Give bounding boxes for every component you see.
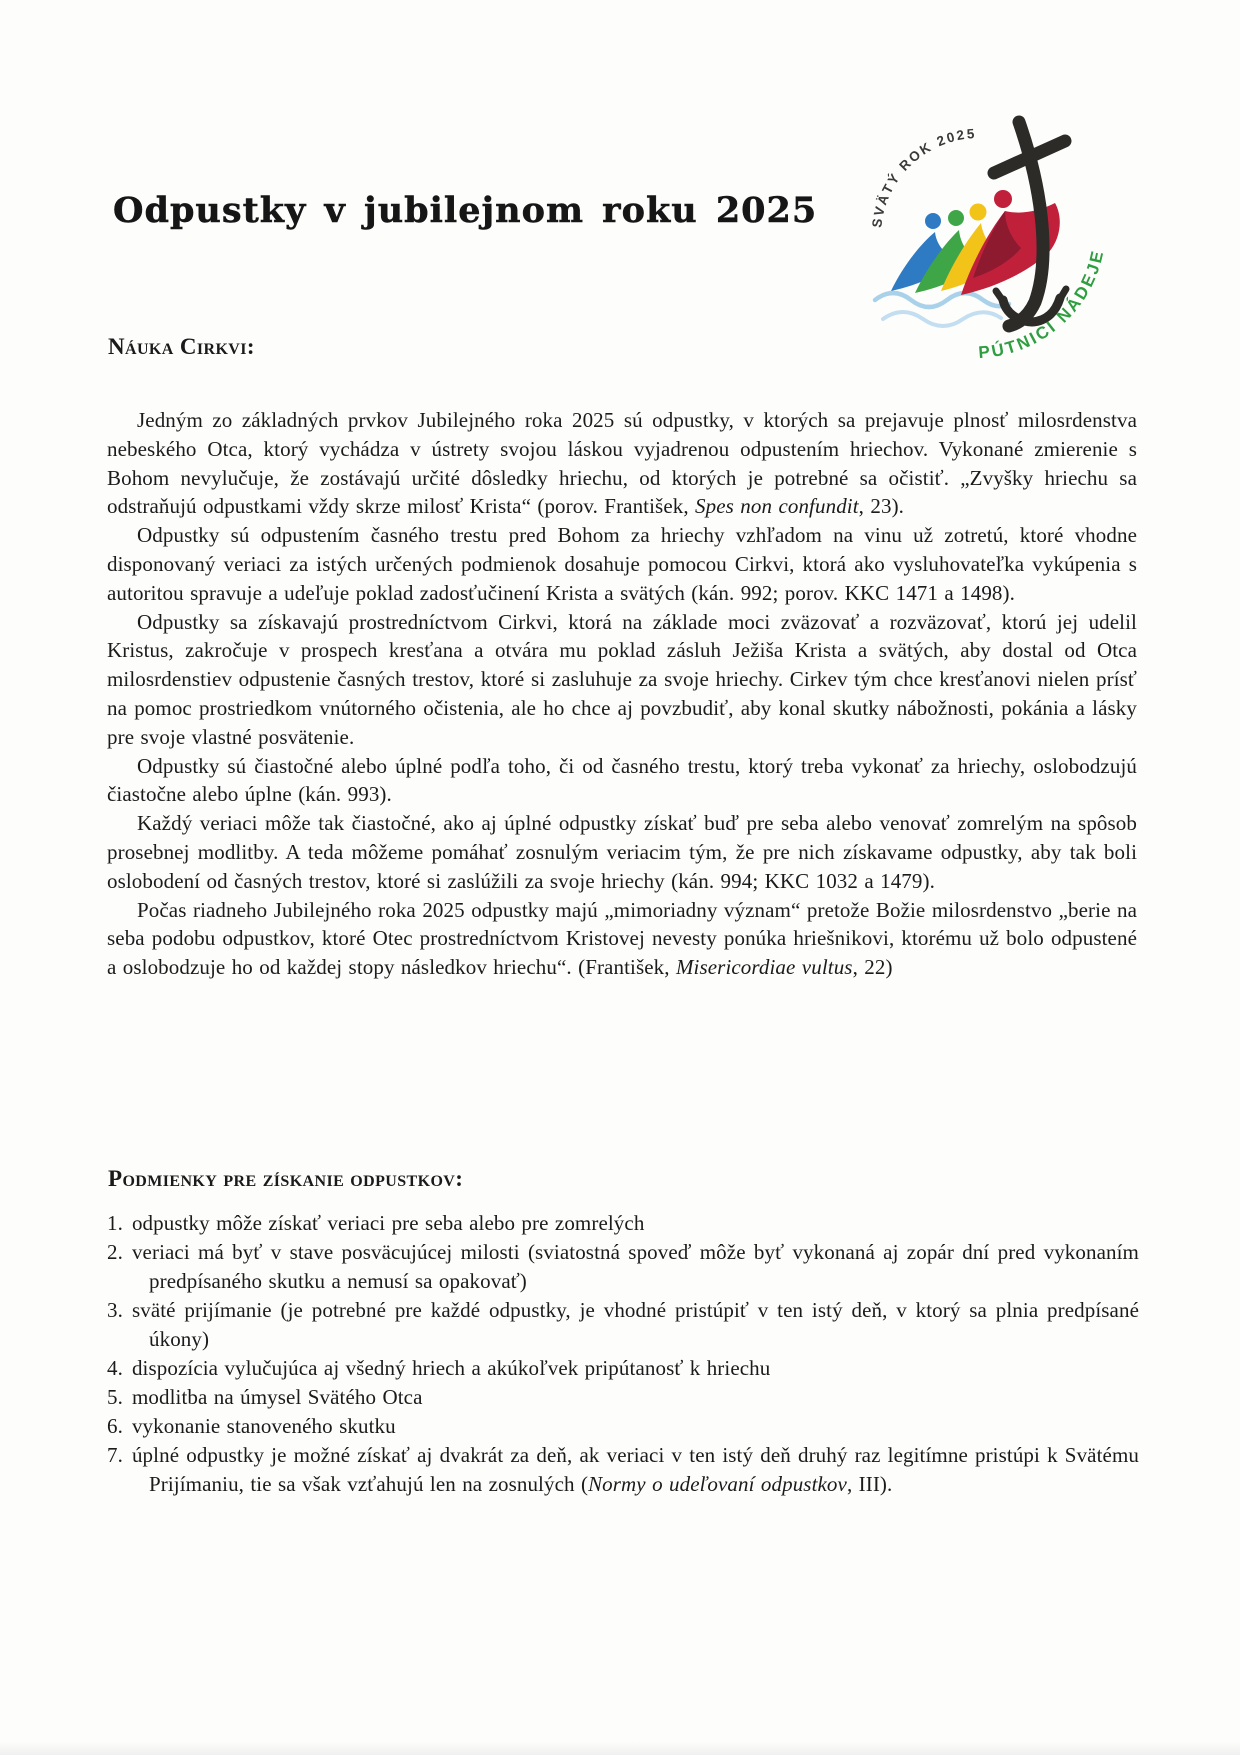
list-item-2: 2. veriaci má byť v stave posväcujúcej milosti (sviatostná spoveď môže byť vykonaná aj zopár dní pred vykonaním predpísaného skutku a nemusí sa opakovať) [107,1240,1139,1293]
logo-arc-bottom-text: PÚTNICI NÁDEJE [977,247,1108,363]
paragraph-1: Jedným zo základných prvkov Jubilejného roka 2025 sú odpustky, v ktorých sa prejavuje plnosť milosrdenstva nebeského Otca, ktorý vychádza v ústrety svojou láskou vyjadrenou odpustením hriechov. Vykonané zmierenie s Bohom nevylučuje, že zostávajú určité dôsledky hriechu, od ktorých je potrebné sa očistiť. „Zvyšky hriechu sa odstraňujú odpustkami vždy skrze milosť Krista“ (porov. František, Spes non confundit, 23). [107,408,1137,519]
paragraph-6: Počas riadneho Jubilejného roka 2025 odpustky majú „mimoriadny význam“ pretože Božie milosrdenstvo „berie na seba podobu odpustkov, ktoré Otec prostredníctvom Kristovej nevesty ponúka hriešnikovi, ktorému už bolo odpustené a oslobodzuje ho od každej stopy následkov hriechu“. (František, Misericordiae vultus, 22) [107,897,1137,980]
list-item-4: 4. dispozícia vylučujúca aj všedný hriech a akúkoľvek pripútanosť k hriechu [107,1356,771,1380]
section-heading-nauka-cirkvi: Náuka Cirkvi: [108,334,255,359]
logo-arc-top-text: SVÄTÝ ROK 2025 [869,125,978,229]
list-item-3: 3. sväté prijímanie (je potrebné pre každé odpustky, je vhodné pristúpiť v ten istý deň, v ktorý sa plnia predpísané úkony) [107,1298,1139,1351]
jubilee-logo-graphic [853,110,1125,372]
paragraph-4: Odpustky sú čiastočné alebo úplné podľa toho, či od časného trestu, ktorý treba vykonať za hriechy, oslobodzujú čiastočne alebo úplne (kán. 993). [107,753,1137,807]
jubilee-2025-logo [853,110,1125,372]
list-item-5: 5. modlitba na úmysel Svätého Otca [107,1385,423,1409]
page-title: Odpustky v jubilejnom roku 2025 [113,190,818,231]
paragraph-2: Odpustky sú odpustením časného trestu pred Bohom za hriechy vzhľadom na vinu už zotretú, ktoré vhodne disponovaný veriaci za istých určených podmienok dosahuje pomocou Cirkvi, ktorá ako vysluhovateľka vykúpenia s autoritou spravuje a udeľuje poklad zadosťučinení Krista a svätých (kán. 992; porov. KKC 1471 a 1498). [107,523,1137,605]
section-heading-podmienky: Podmienky pre získanie odpustkov: [108,1166,464,1191]
conditions-list [107,1209,1139,1499]
paragraph-5: Každý veriaci môže tak čiastočné, ako aj úplné odpustky získať buď pre seba alebo venovať zomrelým na spôsob prosebnej modlitby. A teda môžeme pomáhať zosnulým veriacim tým, že pre nich získavame odpustky, aby tak boli oslobodení od časných trestov, ktoré si zaslúžili za svoje hriechy (kán. 994; KKC 1032 a 1479). [107,811,1137,893]
list-item-7: 7. úplné odpustky je možné získať aj dvakrát za deň, ak veriaci v ten istý deň druhý raz legitímne pristúpi k Svätému Prijímaniu, tie sa však vzťahujú len na zosnulých (Normy o udeľovaní odpustkov, III). [107,1443,1139,1496]
paragraph-3: Odpustky sa získavajú prostredníctvom Cirkvi, ktorá na základe moci zväzovať a rozväzovať, ktorú jej udelil Kristus, zakročuje v prospech kresťana a otvára mu poklad zásluh Ježiša Krista a svätých, aby dostal od Otca milosrdenstiev odpustenie časných trestov, ktoré si zasluhuje za svoje hriechy. Cirkev tým chce kresťanovi nielen prísť na pomoc prostriedkom vnútorného očistenia, ale ho chce aj povzbudiť, aby konal skutky nábožnosti, pokánia a lásky pre svoje vlastné posvätenie. [107,609,1137,749]
list-item-6: 6. vykonanie stanoveného skutku [107,1414,396,1438]
teaching-section-body [107,406,1137,982]
waves-icon [875,293,1009,326]
list-item-1: 1. odpustky môže získať veriaci pre seba alebo pre zomrelých [107,1211,645,1235]
